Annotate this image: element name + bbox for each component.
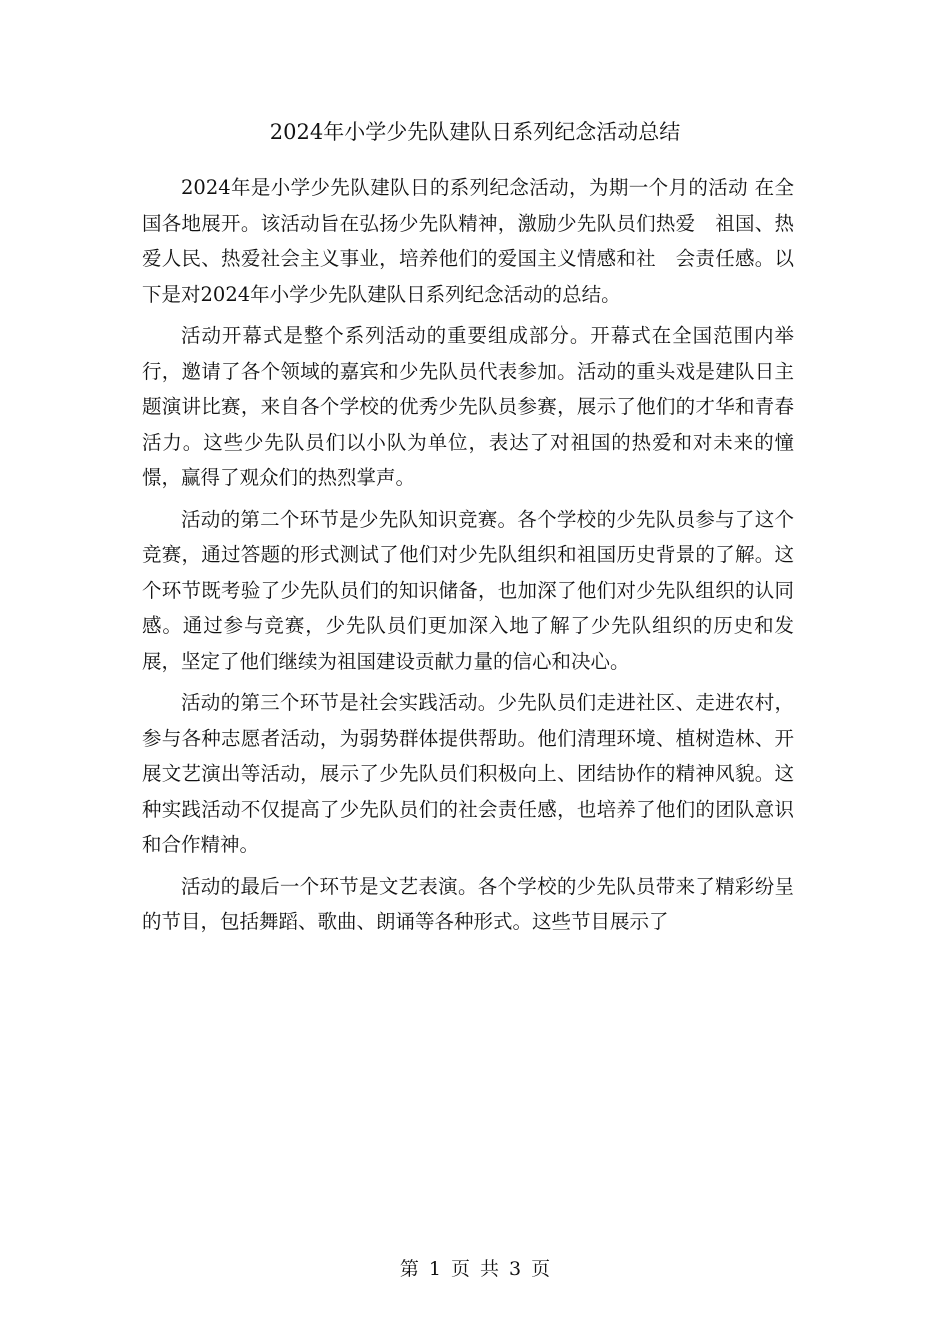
document-body	[142, 170, 794, 946]
paragraph-social-practice: 活动的第三个环节是社会实践活动。少先队员们走进社区、走进农村，参与各种志愿者活动，为弱势群体提供帮助。他们清理环境、植树造林、开展文艺演出等活动，展示了少先队员们积极向上、团结协作的精神风貌。这种实践活动不仅提高了少先队员们的社会责任感，也培养了他们的团队意识和合作精神。	[142, 691, 794, 856]
paragraph-performance: 活动的最后一个环节是文艺表演。各个学校的少先队员带来了精彩纷呈的节目，包括舞蹈、歌曲、朗诵等各种形式。这些节目展示了	[142, 874, 794, 933]
page-number-footer: 第 1 页 共 3 页	[399, 1258, 551, 1280]
paragraph-knowledge-contest: 活动的第二个环节是少先队知识竞赛。各个学校的少先队员参与了这个竞赛，通过答题的形式测试了他们对少先队组织和祖国历史背景的了解。这个环节既考验了少先队员们的知识储备，也加深了他们对少先队组织的认同感。通过参与竞赛，少先队员们更加深入地了解了少先队组织的历史和发展，坚定了他们继续为祖国建设贡献力量的信心和决心。	[142, 507, 794, 673]
paragraph-opening-ceremony: 活动开幕式是整个系列活动的重要组成部分。开幕式在全国范围内举行，邀请了各个领域的嘉宾和少先队员代表参加。活动的重头戏是建队日主题演讲比赛，来自各个学校的优秀少先队员参赛，展示了他们的才华和青春活力。这些少先队员们以小队为单位，表达了对祖国的热爱和对未来的憧憬，赢得了观众们的热烈掌声。	[142, 324, 794, 489]
document-title: 2024年小学少先队建队日系列纪念活动总结	[269, 120, 681, 144]
paragraph-intro: 2024年是小学少先队建队日的系列纪念活动，为期一个月的活动 在全国各地展开。该活动旨在弘扬少先队精神，激励少先队员们热爱 祖国、热爱人民、热爱社会主义事业，培养他们的爱国主义情感和社 会责任感。以下是对2024年小学少先队建队日系列纪念活动的总结。	[142, 176, 794, 306]
